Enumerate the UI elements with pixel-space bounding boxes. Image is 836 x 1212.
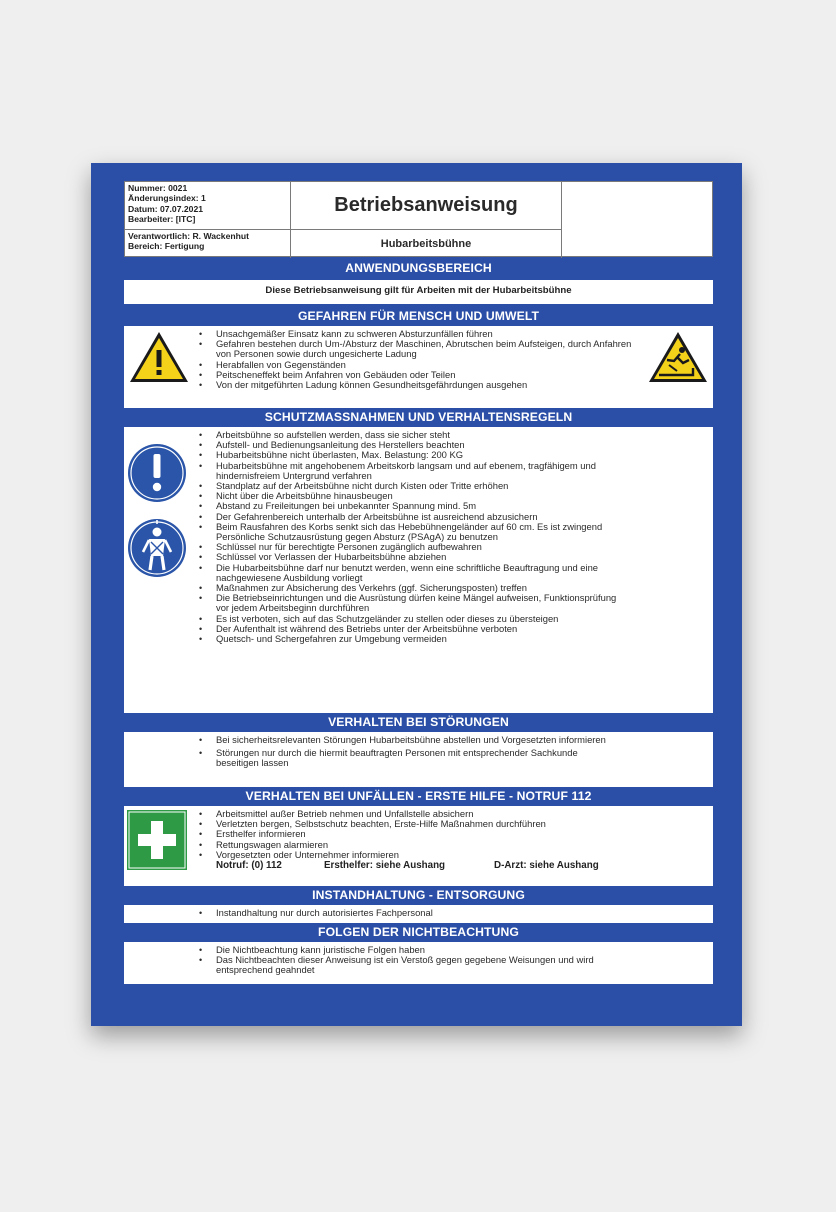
list-item: • Hubarbeitsbühne mit angehobenem Arbeitskorb langsam und auf ebenem, tragfähigem und hindernisfreiem Untergrund verfahren (216, 461, 616, 481)
list-item: • Instandhaltung nur durch autorisiertes Fachpersonal (216, 908, 713, 918)
poster-content (124, 181, 713, 984)
metadata-bottom (125, 230, 290, 258)
list-item: • Schlüssel nur für berechtigte Personen zugänglich aufbewahren (216, 542, 713, 552)
accidents-list (124, 809, 713, 860)
list-item: • Maßnahmen zur Absicherung des Verkehrs (ggf. Sicherungsposten) treffen (216, 583, 713, 593)
document-number: Nummer: 0021 (128, 183, 188, 193)
scope-text: Diese Betriebsanweisung gilt für Arbeiten mit der Hubarbeitsbühne (265, 285, 572, 296)
consequences-list (124, 945, 713, 976)
instruction-poster (91, 163, 742, 1026)
safety-harness-icon (127, 518, 187, 578)
emergency-contacts (124, 860, 713, 871)
protection-body (124, 427, 713, 713)
list-item: • Quetsch- und Schergefahren zur Umgebung vermeiden (216, 634, 713, 644)
list-item: • Die Nichtbeachtung kann juristische Folgen haben (216, 945, 713, 955)
scope-body (124, 280, 713, 304)
first-aid-icon (127, 810, 187, 870)
list-item: • Beim Rausfahren des Korbs senkt sich das Hebebühnengeländer auf 60 cm. Es ist zwingend Persönliche Schutzausrüstung gegen Absturz (PSAgA) zu benutzen (216, 522, 636, 542)
consequences-heading: FOLGEN DER NICHTBEACHTUNG (318, 925, 519, 939)
metadata-top (125, 182, 290, 230)
list-item: • Von der mitgeführten Ladung können Gesundheitsgefährdungen ausgehen (216, 380, 713, 390)
list-item: • Die Hubarbeitsbühne darf nur benutzt werden, wenn eine schriftliche Beauftragung und eine nachgewiesene Ausbildung vorliegt (216, 563, 641, 583)
mandatory-instruction-icon (127, 443, 187, 503)
doctor-info: D-Arzt: siehe Aushang (494, 860, 599, 872)
faults-heading: VERHALTEN BEI STÖRUNGEN (328, 715, 509, 729)
responsible-person: Verantwortlich: R. Wackenhut (128, 231, 249, 241)
maintenance-body (124, 905, 713, 923)
list-item: • Bei sicherheitsrelevanten Störungen Hubarbeitsbühne abstellen und Vorgesetzten informieren (216, 735, 626, 745)
department: Bereich: Fertigung (128, 241, 205, 252)
list-item: • Schlüssel vor Verlassen der Hubarbeitsbühne abziehen (216, 552, 713, 562)
document-header (124, 181, 713, 257)
list-item: • Standplatz auf der Arbeitsbühne nicht durch Kisten oder Tritte erhöhen (216, 481, 713, 491)
accidents-body (124, 806, 713, 886)
list-item: • Es ist verboten, sich auf das Schutzgeländer zu stellen oder dieses zu übersteigen (216, 614, 713, 624)
list-item: • Unsachgemäßer Einsatz kann zu schweren Absturzunfällen führen (216, 329, 713, 339)
list-item: • Arbeitsmittel außer Betrieb nehmen und Unfallstelle absichern (216, 809, 713, 819)
list-item: • Der Aufenthalt ist während des Betriebs unter der Arbeitsbühne verboten (216, 624, 713, 634)
document-date: Datum: 07.07.2021 (128, 203, 203, 214)
faults-body (124, 732, 713, 787)
protection-list (124, 430, 713, 644)
faults-list (124, 735, 713, 769)
list-item: • Abstand zu Freileitungen bei unbekannter Spannung mind. 5m (216, 501, 713, 511)
list-item: • Herabfallen von Gegenständen (216, 360, 713, 370)
hazards-heading: GEFAHREN FÜR MENSCH UND UMWELT (297, 309, 540, 323)
list-item: • Ersthelfer informieren (216, 829, 713, 839)
maintenance-heading: INSTANDHALTUNG - ENTSORGUNG (312, 888, 525, 902)
hazards-body (124, 326, 713, 408)
protection-heading: SCHUTZMASSNAHMEN UND VERHALTENSREGELN (264, 410, 573, 424)
document-subtitle: Hubarbeitsbühne (291, 230, 562, 258)
warning-triangle-icon (128, 330, 190, 384)
list-item: • Störungen nur durch die hiermit beauftragten Personen mit entsprechender Sachkunde beseitigen lassen (216, 748, 616, 768)
list-item: • Die Betriebseinrichtungen und die Ausrüstung dürfen keine Mängel aufweisen, Funktionsprüfung vor jedem Arbeitsbeginn durchführen (216, 593, 621, 613)
list-item: • Arbeitsbühne so aufstellen werden, dass sie sicher steht (216, 430, 713, 440)
list-item: • Gefahren bestehen durch Um-/Absturz der Maschinen, Abrutschen beim Aufsteigen, durch Anfahren von Personen sowie durch ungesicherte Ladung (216, 339, 636, 359)
list-item: • Verletzten bergen, Selbstschutz beachten, Erste-Hilfe Maßnahmen durchführen (216, 819, 713, 829)
change-index: Änderungsindex: 1 (128, 193, 206, 204)
list-item: • Der Gefahrenbereich unterhalb der Arbeitsbühne ist ausreichend abzusichern (216, 512, 713, 522)
list-item: • Hubarbeitsbühne nicht überlasten, Max. Belastung: 200 KG (216, 450, 713, 460)
list-item: • Rettungswagen alarmieren (216, 840, 713, 850)
accidents-heading: VERHALTEN BEI UNFÄLLEN - ERSTE HILFE - NOTRUF 112 (245, 789, 592, 803)
list-item: • Nicht über die Arbeitsbühne hinausbeugen (216, 491, 713, 501)
document-title: Betriebsanweisung (291, 182, 562, 230)
maintenance-list (124, 908, 713, 918)
document-editor: Bearbeiter: [ITC] (128, 214, 196, 225)
consequences-body (124, 942, 713, 984)
list-item: • Vorgesetzten oder Unternehmer informieren (216, 850, 713, 860)
emergency-number: Notruf: (0) 112 (216, 860, 282, 872)
list-item: • Das Nichtbeachten dieser Anweisung ist ein Verstoß gegen gegebene Weisungen und wird entsprechend geahndet (216, 955, 641, 975)
list-item: • Aufstell- und Bedienungsanleitung des Herstellers beachten (216, 440, 713, 450)
logo-area (562, 182, 712, 258)
hazards-list (124, 329, 713, 390)
first-aider-info: Ersthelfer: siehe Aushang (324, 860, 446, 872)
document-metadata (125, 182, 291, 258)
list-item: • Peitscheneffekt beim Anfahren von Gebäuden oder Teilen (216, 370, 713, 380)
scope-heading: ANWENDUNGSBEREICH (345, 261, 492, 275)
